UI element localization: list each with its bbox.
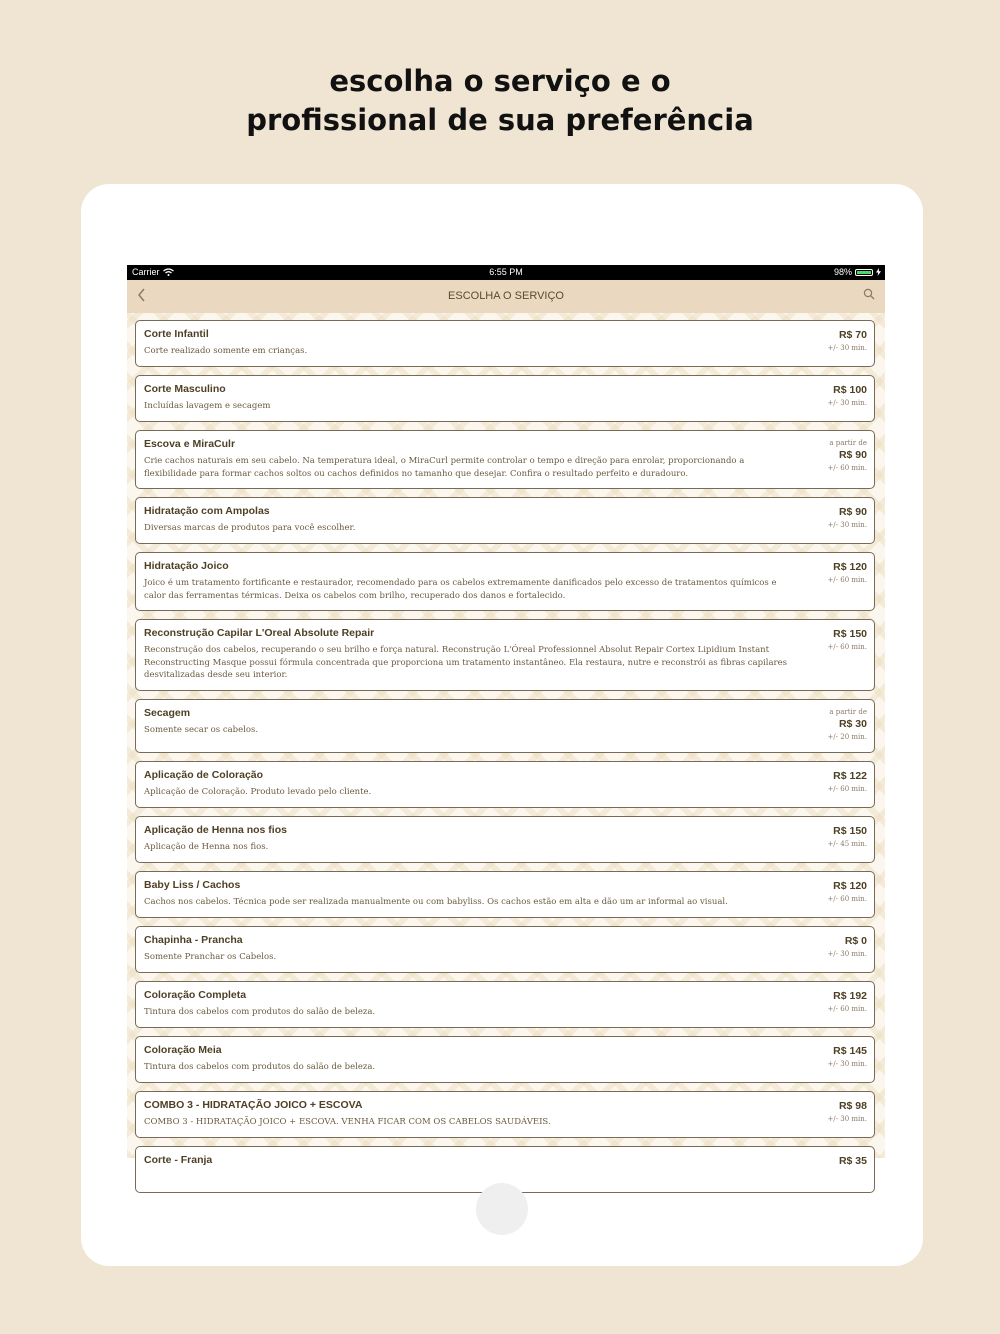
service-description: Aplicação de Henna nos fios.: [144, 842, 269, 852]
service-price: R$ 98: [838, 1100, 867, 1112]
service-description: Incluídas lavagem e secagem: [144, 401, 271, 411]
service-duration: +/- 60 min.: [827, 785, 867, 793]
status-bar: [127, 265, 885, 280]
service-price-box: [827, 769, 867, 796]
service-price-box: [827, 989, 867, 1016]
service-description: Crie cachos naturais em seu cabelo. Na temperatura ideal, o MiraCurl permite controlar o tempo e direção para enrolar, proporcionando a flexibilidade para formar cachos soltos ou cachos definidos no tamanho que desejar. Confira o resultado perfeito e duradouro.: [144, 456, 745, 479]
service-description: Somente secar os cabelos.: [144, 725, 259, 735]
service-card[interactable]: [135, 552, 875, 611]
service-name: Aplicação de Coloração: [144, 769, 264, 781]
battery-indicator: [834, 267, 881, 277]
app-screen: [127, 265, 885, 1167]
service-description: Tintura dos cabelos com produtos do salão de beleza.: [144, 1007, 376, 1017]
service-price: R$ 120: [833, 561, 867, 573]
headline-line-1: escolha o serviço e o: [329, 64, 671, 98]
service-description: Corte realizado somente em crianças.: [144, 346, 308, 356]
service-duration: +/- 30 min.: [827, 399, 867, 407]
service-card[interactable]: [135, 981, 875, 1028]
service-card[interactable]: [135, 699, 875, 753]
service-duration: +/- 30 min.: [827, 1060, 867, 1068]
service-price-box: [827, 934, 867, 961]
charging-bolt-icon: [876, 268, 881, 276]
service-price-box: [827, 438, 867, 475]
headline-line-2: profissional de sua preferência: [246, 103, 754, 137]
service-list[interactable]: [127, 313, 885, 1167]
battery-icon: [855, 269, 873, 276]
service-card[interactable]: [135, 320, 875, 367]
service-duration: +/- 30 min.: [827, 950, 867, 958]
service-price: R$ 150: [833, 628, 867, 640]
service-price-box: [827, 627, 867, 654]
service-name: Secagem: [144, 707, 191, 719]
service-duration: +/- 60 min.: [827, 576, 867, 584]
service-duration: +/- 60 min.: [827, 643, 867, 651]
service-description: Somente Pranchar os Cabelos.: [144, 952, 277, 962]
service-duration: +/- 20 min.: [827, 733, 867, 741]
service-price-box: [827, 1044, 867, 1071]
home-button[interactable]: [476, 1183, 528, 1235]
service-price-box: [827, 879, 867, 906]
navigation-bar: [127, 280, 885, 313]
service-price: R$ 30: [838, 718, 867, 730]
promo-headline: [0, 62, 1000, 140]
tablet-device-frame: [81, 184, 923, 1266]
service-price: R$ 70: [838, 329, 867, 341]
service-name: Chapinha - Prancha: [144, 934, 243, 946]
service-name: Corte Masculino: [144, 383, 226, 395]
service-duration: +/- 30 min.: [827, 521, 867, 529]
service-name: Hidratação com Ampolas: [144, 505, 270, 517]
service-description: Joico é um tratamento fortificante e restaurador, recomendado para os cabelos extremamente danificados pelo excesso de tratamentos químicos e calor das ferramentas térmicas. Deixa os cabelos com brilho, recuperado dos danos e fortalecido.: [144, 578, 777, 601]
service-price: R$ 150: [833, 825, 867, 837]
service-card[interactable]: [135, 430, 875, 489]
service-price-box: [827, 707, 867, 744]
service-price: R$ 90: [838, 506, 867, 518]
service-price-box: [827, 1099, 867, 1126]
service-price: R$ 145: [833, 1045, 867, 1057]
page-title: ESCOLHA O SERVIÇO: [448, 290, 564, 302]
service-description: Tintura dos cabelos com produtos do salão de beleza.: [144, 1062, 376, 1072]
service-name: Coloração Meia: [144, 1044, 222, 1056]
service-price-box: [827, 824, 867, 851]
battery-percent: 98%: [833, 267, 852, 277]
service-description: Aplicação de Coloração. Produto levado pelo cliente.: [144, 787, 372, 797]
service-price-box: [827, 383, 867, 410]
service-card[interactable]: [135, 1091, 875, 1138]
service-card[interactable]: [135, 871, 875, 918]
service-card[interactable]: [135, 761, 875, 808]
service-duration: +/- 60 min.: [827, 1005, 867, 1013]
service-price-box: [827, 328, 867, 355]
service-card[interactable]: [135, 375, 875, 422]
service-name: Corte - Franja: [144, 1154, 213, 1166]
price-prefix: a partir de: [829, 708, 867, 716]
service-name: COMBO 3 - HIDRATAÇÃO JOICO + ESCOVA: [144, 1099, 363, 1111]
service-price: R$ 100: [833, 384, 867, 396]
clock-label: 6:55 PM: [489, 267, 523, 277]
service-card[interactable]: [135, 497, 875, 544]
service-duration: +/- 60 min.: [827, 464, 867, 472]
service-description: Cachos nos cabelos. Técnica pode ser realizada manualmente ou com babyliss. Os cachos estão em alta e dão um ar informal ao visual.: [144, 897, 728, 907]
service-price-box: [827, 560, 867, 587]
search-icon[interactable]: [863, 288, 875, 300]
service-description: Reconstrução dos cabelos, recuperando o seu brilho e força natural. Reconstrução L'Óreal Professionnel Absolut Repair Cortex Lipidium Instant Reconstructing Masque possui fórmula concentrada que proporciona um tratamento instantâneo. Ela restaura, nutre e reconstrói as fibras capilares desvitalizadas desde seu interior.: [144, 645, 787, 680]
service-duration: +/- 45 min.: [827, 840, 867, 848]
service-description: COMBO 3 - HIDRATAÇÃO JOICO + ESCOVA. VENHA FICAR COM OS CABELOS SAUDÁVEIS.: [144, 1117, 551, 1127]
service-card[interactable]: [135, 1036, 875, 1083]
service-card[interactable]: [135, 816, 875, 863]
service-price: R$ 90: [838, 449, 867, 461]
service-name: Baby Liss / Cachos: [144, 879, 241, 891]
service-price: R$ 35: [838, 1155, 867, 1167]
service-duration: +/- 60 min.: [827, 895, 867, 903]
service-name: Corte Infantil: [144, 328, 209, 340]
service-description: Diversas marcas de produtos para você escolher.: [144, 523, 356, 533]
service-duration: +/- 30 min.: [827, 1115, 867, 1123]
service-name: Escova e MiraCulr: [144, 438, 236, 450]
price-prefix: a partir de: [829, 439, 867, 447]
service-price-box: [839, 1154, 867, 1168]
service-price: R$ 0: [844, 935, 867, 947]
service-name: Aplicação de Henna nos fios: [144, 824, 287, 836]
service-price-box: [827, 505, 867, 532]
service-card[interactable]: [135, 619, 875, 691]
service-name: Reconstrução Capilar L'Oreal Absolute Repair: [144, 627, 375, 639]
service-price: R$ 122: [833, 770, 867, 782]
carrier-label: Carrier: [132, 267, 160, 277]
service-price: R$ 120: [833, 880, 867, 892]
service-duration: +/- 30 min.: [827, 344, 867, 352]
service-name: Coloração Completa: [144, 989, 247, 1001]
service-price: R$ 192: [833, 990, 867, 1002]
service-name: Hidratação Joico: [144, 560, 229, 572]
service-card[interactable]: [135, 926, 875, 973]
